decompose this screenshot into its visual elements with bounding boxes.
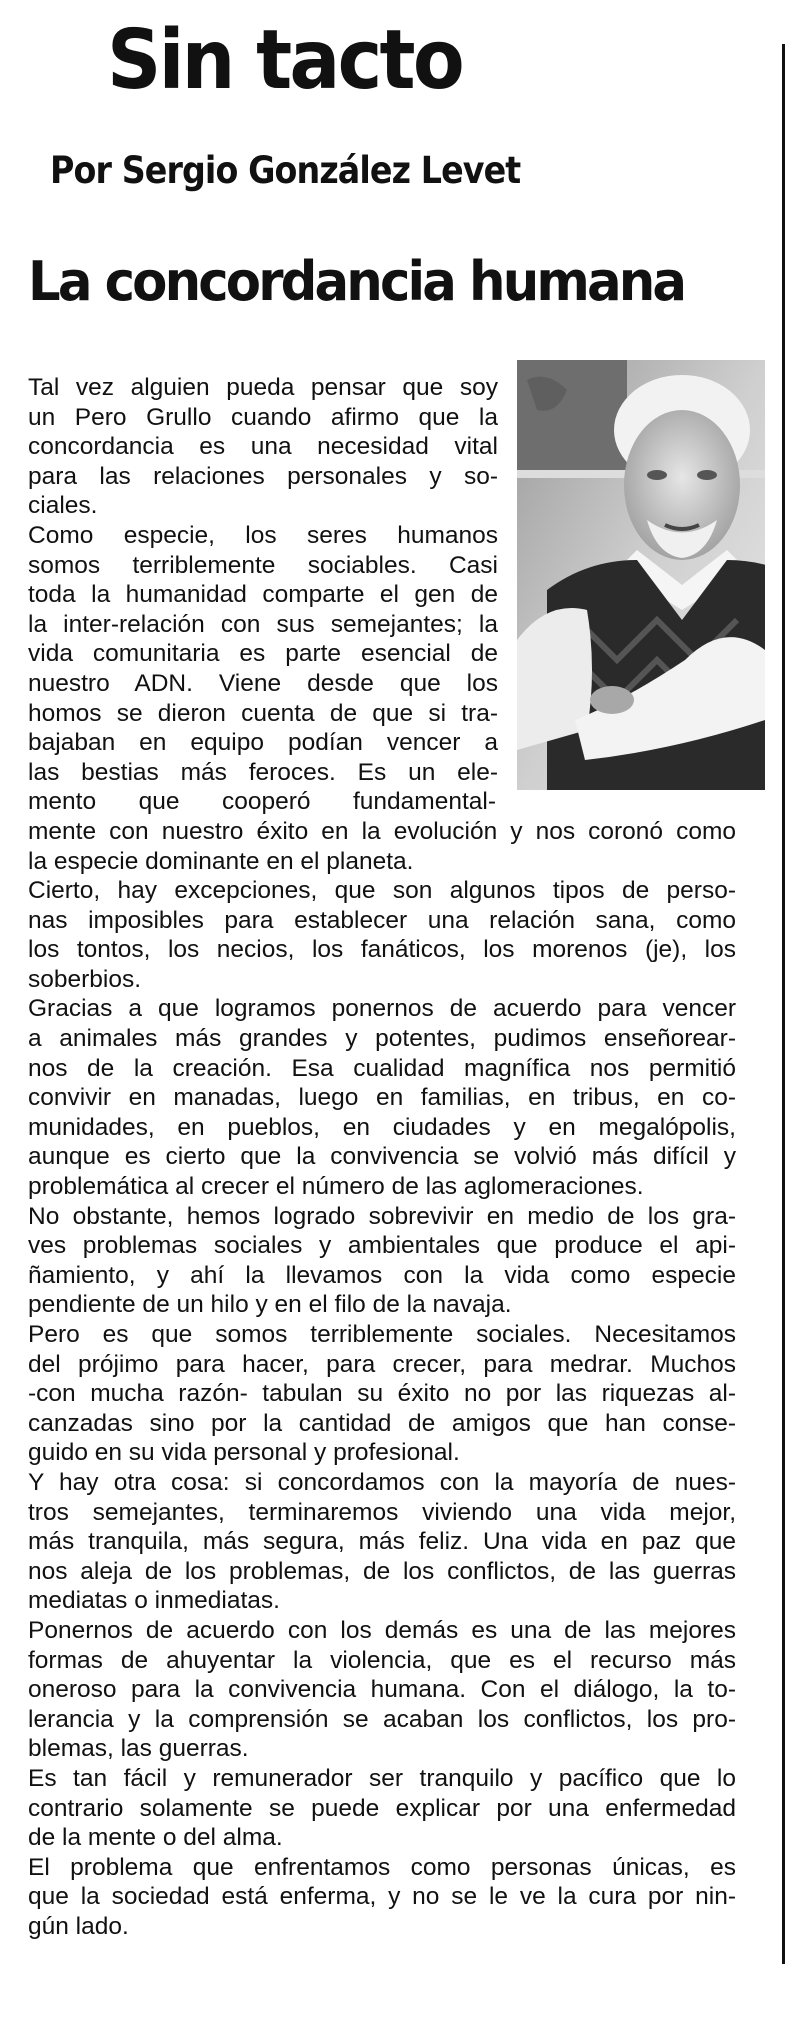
article-line: Gracias a que logramos ponernos de acuerdo para vencer bbox=[28, 995, 736, 1023]
byline: Por Sergio González Levet bbox=[50, 149, 521, 192]
column-name: Sin tacto bbox=[107, 13, 462, 108]
article-line: Y hay otra cosa: si concordamos con la mayoría de nues- bbox=[28, 1468, 736, 1496]
article-line: vida comunitaria es parte esencial de bbox=[28, 640, 498, 668]
article-line: homos se dieron cuenta de que si tra- bbox=[28, 699, 498, 727]
article-line: nuestro ADN. Viene desde que los bbox=[28, 669, 498, 697]
article-line: aunque es cierto que la convivencia se volvió más difícil y bbox=[28, 1143, 736, 1171]
article-line: Es tan fácil y remunerador ser tranquilo y pacífico que lo bbox=[28, 1764, 736, 1792]
article-line: bajaban en equipo podían vencer a bbox=[28, 729, 498, 757]
article-line: para las relaciones personales y so- bbox=[28, 462, 498, 490]
column-rule bbox=[782, 44, 785, 1964]
article-line: nas imposibles para establecer una relación sana, como bbox=[28, 906, 736, 934]
article-line: Cierto, hay excepciones, que son algunos tipos de perso- bbox=[28, 877, 736, 905]
article-line: del prójimo para hacer, para crecer, para medrar. Muchos bbox=[28, 1350, 736, 1378]
article-line: a animales más grandes y potentes, pudimos enseñorear- bbox=[28, 1025, 736, 1053]
article-line: mente con nuestro éxito en la evolución y nos coronó como bbox=[28, 817, 736, 845]
article-line: contrario solamente se puede explicar por una enfermedad bbox=[28, 1794, 736, 1822]
article-line: Como especie, los seres humanos bbox=[28, 521, 498, 549]
article-line: más tranquila, más segura, más feliz. Una vida en paz que bbox=[28, 1528, 736, 1556]
article-line: Tal vez alguien pueda pensar que soy bbox=[28, 374, 498, 401]
article-line: la especie dominante en el planeta. bbox=[28, 847, 414, 875]
article-line: No obstante, hemos logrado sobrevivir en medio de los gra- bbox=[28, 1202, 736, 1230]
article-line: somos terriblemente sociables. Casi bbox=[28, 551, 498, 579]
article-line: problemática al crecer el número de las aglomeraciones. bbox=[28, 1173, 644, 1201]
article-line: munidades, en pueblos, en ciudades y en megalópolis, bbox=[28, 1113, 736, 1141]
article-line: Ponernos de acuerdo con los demás es una de las mejores bbox=[28, 1616, 736, 1644]
article-line: de la mente o del alma. bbox=[28, 1824, 283, 1852]
article-line: Pero es que somos terriblemente sociales. Necesitamos bbox=[28, 1321, 736, 1348]
article-headline: La concordancia humana bbox=[28, 250, 685, 313]
article-line: ciales. bbox=[28, 492, 98, 520]
article-line: los tontos, los necios, los fanáticos, los morenos (je), los bbox=[28, 936, 736, 964]
article-line: -con mucha razón- tabulan su éxito no por las riquezas al- bbox=[28, 1380, 736, 1408]
article-line: toda la humanidad comparte el gen de bbox=[28, 581, 498, 609]
article-line: concordancia es una necesidad vital bbox=[28, 433, 498, 461]
article-line: formas de ahuyentar la violencia, que es el recurso más bbox=[28, 1646, 736, 1674]
article-line: blemas, las guerras. bbox=[28, 1735, 249, 1763]
article-line: ves problemas sociales y ambientales que produce el api- bbox=[28, 1232, 736, 1260]
article-line: gún lado. bbox=[28, 1912, 129, 1940]
article-line: soberbios. bbox=[28, 965, 142, 993]
article-line: lerancia y la comprensión se acaban los conflictos, los pro- bbox=[28, 1705, 736, 1733]
article-line: que la sociedad está enferma, y no se le ve la cura por nin- bbox=[28, 1883, 736, 1911]
article-line: mento que cooperó fundamental- bbox=[28, 788, 496, 816]
article-line: mediatas o inmediatas. bbox=[28, 1587, 280, 1615]
article-line: pendiente de un hilo y en el filo de la navaja. bbox=[28, 1291, 512, 1319]
article-line: guido en su vida personal y profesional. bbox=[28, 1439, 460, 1467]
article-line: tros semejantes, terminaremos viviendo una vida mejor, bbox=[28, 1498, 736, 1526]
article-line: nos aleja de los problemas, de los conflictos, de las guerras bbox=[28, 1557, 736, 1585]
article-line: la inter-relación con sus semejantes; la bbox=[28, 610, 498, 638]
article-line: las bestias más feroces. Es un ele- bbox=[28, 758, 498, 786]
article-line: ñamiento, y ahí la llevamos con la vida como especie bbox=[28, 1261, 736, 1289]
article-line: un Pero Grullo cuando afirmo que la bbox=[28, 403, 498, 431]
article-line: nos de la creación. Esa cualidad magnífica nos permitió bbox=[28, 1054, 736, 1082]
article-line: canzadas sino por la cantidad de amigos que han conse- bbox=[28, 1409, 736, 1437]
article-body bbox=[28, 373, 736, 1941]
article-line: El problema que enfrentamos como personas únicas, es bbox=[28, 1853, 736, 1881]
article-line: oneroso para la convivencia humana. Con el diálogo, la to- bbox=[28, 1676, 736, 1704]
article-line: convivir en manadas, luego en familias, en tribus, en co- bbox=[28, 1084, 736, 1112]
